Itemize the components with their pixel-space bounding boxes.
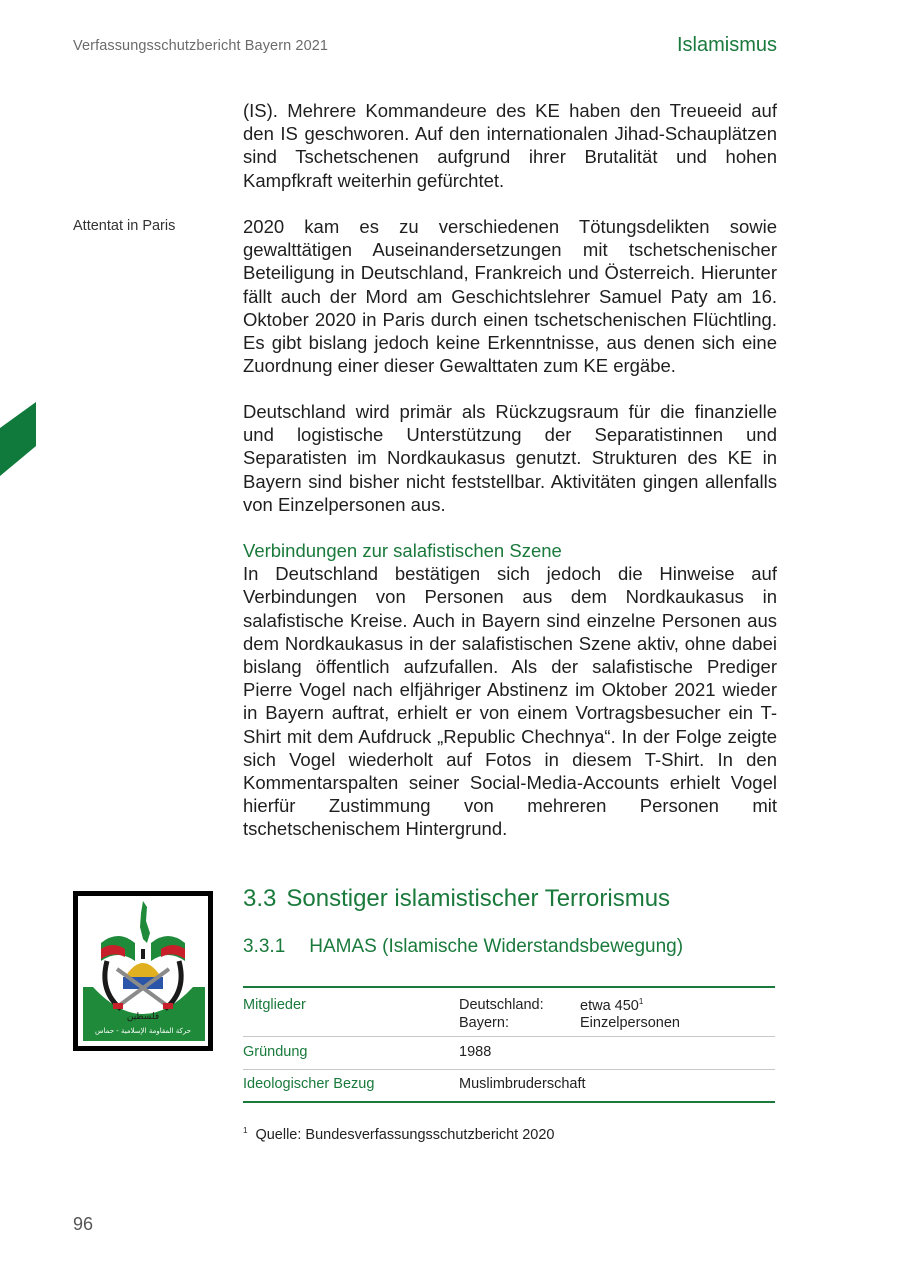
margin-note: Attentat in Paris bbox=[73, 218, 176, 234]
table-row bbox=[243, 988, 775, 1037]
logo-bottom-lettering: حركة المقاومة الإسلامية - حماس bbox=[94, 1027, 192, 1035]
logo-emblem-image bbox=[73, 891, 213, 1051]
footnote-marker: 1 bbox=[243, 1126, 248, 1135]
chapter-title: Islamismus bbox=[676, 34, 777, 56]
body-text-block-3 bbox=[243, 400, 777, 516]
row-label: Ideologischer Bezug bbox=[243, 1076, 375, 1092]
section-number: 3.3 bbox=[243, 885, 277, 912]
table-row bbox=[243, 1037, 775, 1070]
info-table bbox=[243, 986, 775, 1103]
footnote-marker: 1 bbox=[638, 997, 644, 1006]
row-region: Bayern: bbox=[459, 1015, 509, 1031]
section-title-text: Sonstiger islamistischer Terrorismus bbox=[286, 885, 671, 912]
logo-top-lettering: فلسطين bbox=[126, 1012, 160, 1022]
paragraph: Deutschland wird primär als Rückzugsraum für die finanzielle und logistische Unterstützung der Separatistinnen und Separatisten im Nordkaukasus genutzt. Strukturen des KE in Bayern sind bisher nicht feststellbar. Aktivitäten gingen allenfalls von Einzelpersonen aus. bbox=[243, 401, 777, 515]
body-text-block-4 bbox=[243, 539, 777, 841]
row-region: Deutschland: bbox=[459, 997, 544, 1013]
hamas-logo bbox=[73, 891, 213, 1051]
row-value: Einzelpersonen bbox=[580, 1015, 680, 1031]
running-header-title: Verfassungsschutzbericht Bayern 2021 bbox=[73, 38, 329, 54]
subsection-heading bbox=[243, 936, 683, 958]
subsection-title-text: HAMAS (Islamische Widerstandsbewegung) bbox=[309, 936, 684, 957]
paragraph: (IS). Mehrere Kommandeure des KE haben den Treueeid auf den IS geschworen. Auf den internationalen Jihad-Schauplätzen sind Tschetschenen aufgrund ihrer Brutalität und hohen Kampfkraft weiterhin gefürchtet. bbox=[243, 100, 777, 191]
subheading: Verbindungen zur salafistischen Szene bbox=[243, 540, 562, 561]
section-heading bbox=[243, 885, 670, 913]
paragraph: 2020 kam es zu verschiedenen Tötungsdelikten sowie gewalttätigen Auseinandersetzungen mit tschetschenischer Beteiligung in Deutschland, Frankreich und Österreich. Hierunter fällt auch der Mord am Geschichtslehrer Samuel Paty am 16. Oktober 2020 in Paris durch einen tschetschenischen Flüchtling. Es gibt bislang jedoch keine Erkenntnisse, aus denen sich eine Zuordnung einer dieser Gewalttaten zum KE ergäbe. bbox=[243, 216, 777, 377]
row-value bbox=[580, 997, 643, 1014]
row-value: Muslimbruderschaft bbox=[459, 1076, 586, 1092]
row-label: Mitglieder bbox=[243, 997, 306, 1013]
body-text-block-1 bbox=[243, 99, 777, 192]
row-value: 1988 bbox=[459, 1044, 492, 1060]
table-row bbox=[243, 1070, 775, 1101]
page-number: 96 bbox=[73, 1214, 94, 1234]
footnote-text: Quelle: Bundesverfassungsschutzbericht 2020 bbox=[255, 1126, 555, 1143]
subsection-number: 3.3.1 bbox=[243, 936, 286, 957]
paragraph: In Deutschland bestätigen sich jedoch die Hinweise auf Verbindungen von Personen aus dem Nordkaukasus in salafistische Kreise. Auch in Bayern sind einzelne Personen aus dem Nordkaukasus in der salafistischen Szene aktiv, ohne dabei bislang öffentlich aufzufallen. Als der salafistische Prediger Pierre Vogel nach elfjähriger Abstinenz im Oktober 2021 wieder in Bayern auftrat, erhielt er von einem Vortragsbesucher ein T-Shirt mit dem Aufdruck „Republic Chechnya“. In der Folge zeigte sich Vogel wiederholt auf Fotos in diesem T-Shirt. In den Kommentarspalten seiner Social-Media-Accounts erhielt Vogel hierfür Zustimmung von mehreren Personen mit tschetschenischem Hintergrund. bbox=[243, 563, 777, 840]
body-text-block-2 bbox=[243, 215, 777, 377]
footnote bbox=[243, 1126, 555, 1143]
member-count: etwa 450 bbox=[580, 997, 639, 1014]
row-label: Gründung bbox=[243, 1044, 308, 1060]
chapter-tab-marker bbox=[0, 402, 36, 476]
